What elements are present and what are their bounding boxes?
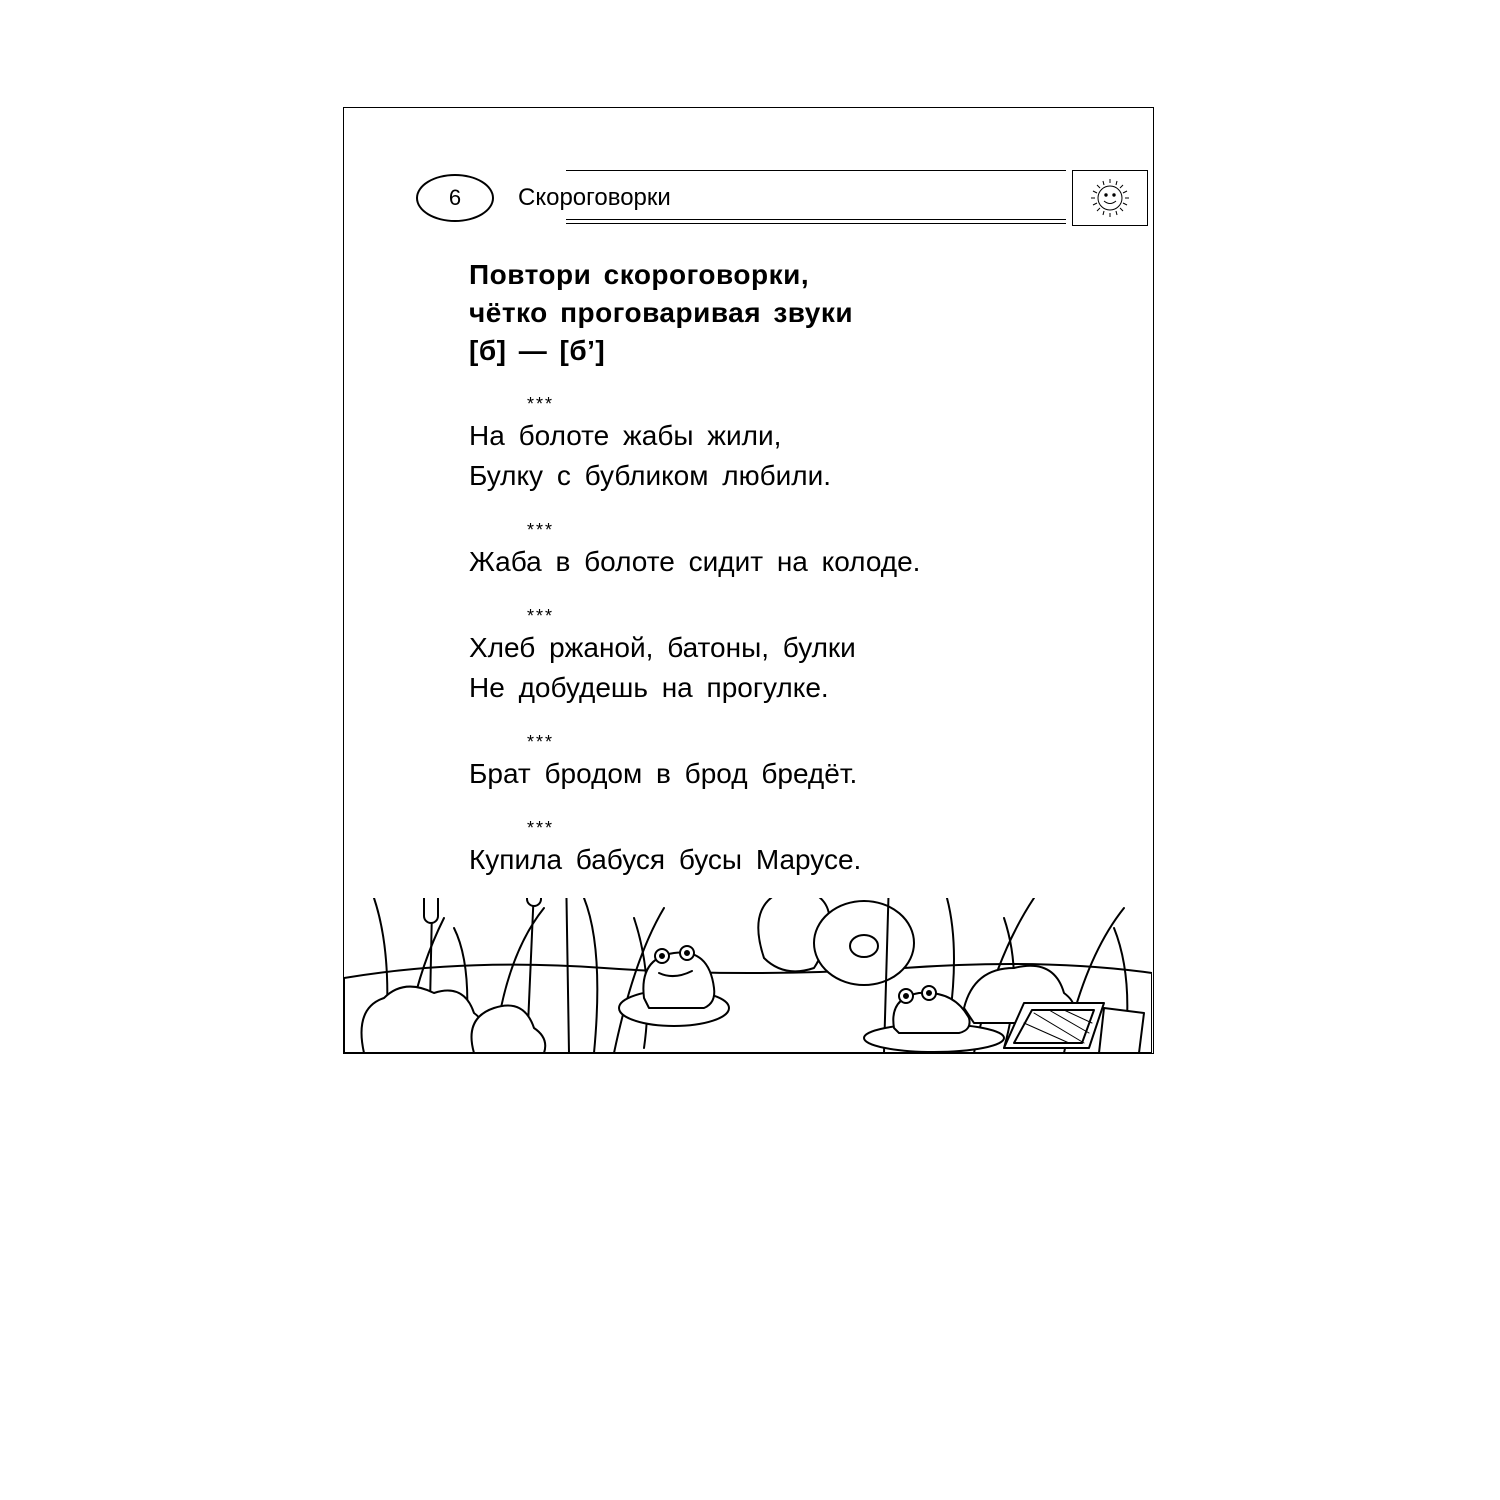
section-title: Скороговорки xyxy=(518,184,671,211)
task-line: Повтори скороговорки, xyxy=(469,259,810,290)
verse-separator: *** xyxy=(527,606,555,626)
task-instruction xyxy=(469,256,1109,370)
verse-separator: *** xyxy=(527,732,555,752)
verse-line: Брат бродом в брод бредёт. xyxy=(469,758,858,789)
task-line: чётко проговаривая звуки xyxy=(469,297,854,328)
tongue-twister xyxy=(469,542,1109,582)
verse-separator: *** xyxy=(527,394,555,414)
tongue-twister xyxy=(469,416,1109,496)
page-number: 6 xyxy=(448,185,462,210)
tongue-twister xyxy=(469,840,1109,880)
sun-smiley-icon xyxy=(1072,170,1148,226)
page-header xyxy=(416,170,1076,228)
verse-line: Жаба в болоте сидит на колоде. xyxy=(469,546,921,577)
page-number-badge xyxy=(416,174,494,222)
page-content xyxy=(469,256,1109,880)
header-rule-bottom-thin xyxy=(566,223,1066,224)
verse-line: Булку с бубликом любили. xyxy=(469,460,832,491)
verse-line: Хлеб ржаной, батоны, булки xyxy=(469,632,856,663)
verse-separator: *** xyxy=(527,520,555,540)
book-page xyxy=(343,107,1154,1054)
tongue-twister xyxy=(469,628,1109,708)
tongue-twister xyxy=(469,754,1109,794)
verse-line: Купила бабуся бусы Марусе. xyxy=(469,844,862,875)
header-rule-bottom xyxy=(566,219,1066,220)
verse-separator: *** xyxy=(527,818,555,838)
header-rule-top xyxy=(566,170,1066,171)
task-line: [б] — [б’] xyxy=(469,335,606,366)
verse-line: На болоте жабы жили, xyxy=(469,420,782,451)
swamp-frogs-bread-illustration xyxy=(344,898,1152,1053)
verse-line: Не добудешь на прогулке. xyxy=(469,672,829,703)
